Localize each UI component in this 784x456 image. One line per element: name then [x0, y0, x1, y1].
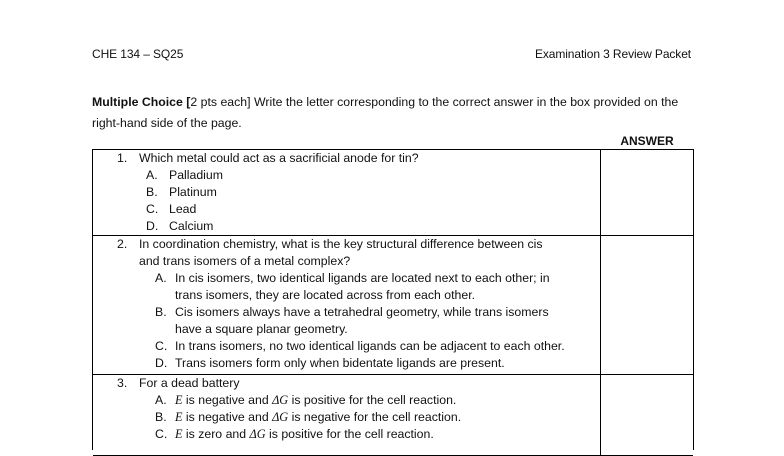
- option-text-end: is negative for the cell reaction.: [288, 410, 462, 424]
- option-b: [93, 304, 600, 321]
- option-text: Platinum: [169, 185, 217, 199]
- option-letter: C.: [155, 427, 168, 441]
- option-b: [93, 409, 600, 426]
- gibbs-energy-symbol: ΔG: [272, 410, 289, 424]
- answer-box-1[interactable]: [602, 150, 692, 235]
- gibbs-energy-symbol: ΔG: [249, 427, 266, 441]
- question-1-text: [93, 150, 600, 167]
- option-letter: A.: [155, 393, 167, 407]
- option-letter: D.: [146, 219, 159, 233]
- question-stem: Which metal could act as a sacrificial anode for tin?: [139, 151, 419, 165]
- question-cell-3: [93, 375, 601, 455]
- option-text: In trans isomers, no two identical ligands can be adjacent to each other.: [175, 339, 565, 353]
- instructions: [92, 92, 702, 134]
- question-cell-1: [93, 150, 601, 235]
- course-code: CHE 134 – SQ25: [92, 47, 184, 61]
- answer-box-2[interactable]: [602, 236, 692, 374]
- option-text: Lead: [169, 202, 197, 216]
- option-d: [93, 355, 600, 372]
- option-text-end: is positive for the cell reaction.: [288, 393, 457, 407]
- option-text: [93, 426, 600, 443]
- option-letter: B.: [155, 410, 167, 424]
- question-table: [92, 149, 694, 450]
- question-cell-2: [93, 236, 601, 374]
- question-stem-line-2: and trans isomers of a metal complex?: [139, 254, 351, 268]
- question-3-text: [93, 375, 600, 392]
- document-title: Examination 3 Review Packet: [534, 47, 691, 61]
- option-letter: A.: [155, 271, 167, 285]
- question-number: 2.: [117, 237, 128, 251]
- option-text: [93, 409, 600, 426]
- option-letter: B.: [155, 305, 167, 319]
- instructions-lead: Multiple Choice [: [92, 95, 191, 109]
- question-row-1: [93, 150, 693, 236]
- option-letter: A.: [146, 168, 158, 182]
- option-c: [93, 426, 600, 443]
- option-text: [93, 392, 600, 409]
- option-c: [93, 201, 600, 218]
- cell-potential-symbol: E: [175, 427, 183, 441]
- instructions-text: Write the letter corresponding to the correct answer in the box provided on the right-hand side of the page.: [92, 95, 679, 130]
- gibbs-energy-symbol: ΔG: [272, 393, 289, 407]
- question-2-text: [93, 236, 600, 253]
- option-text-mid: is negative and: [182, 393, 273, 407]
- question-stem: For a dead battery: [139, 376, 240, 390]
- question-number: 1.: [117, 151, 128, 165]
- question-stem-line-1: In coordination chemistry, what is the key structural difference between cis: [139, 237, 543, 251]
- option-text: Palladium: [169, 168, 223, 182]
- instructions-points: 2 pts each]: [190, 95, 251, 109]
- option-letter: D.: [155, 356, 168, 370]
- answer-box-3[interactable]: [602, 375, 692, 455]
- option-letter: C.: [155, 339, 168, 353]
- option-a: [93, 270, 600, 287]
- answer-column-header: ANSWER: [620, 134, 674, 148]
- question-row-3: [93, 375, 693, 456]
- option-c: [93, 338, 600, 355]
- option-text-line-1: Cis isomers always have a tetrahedral geometry, while trans isomers: [175, 305, 549, 319]
- cell-potential-symbol: E: [175, 410, 183, 424]
- question-row-2: [93, 236, 693, 375]
- option-text-mid: is zero and: [182, 427, 250, 441]
- option-text-end: is positive for the cell reaction.: [265, 427, 434, 441]
- option-b: [93, 184, 600, 201]
- cell-potential-symbol: E: [175, 393, 183, 407]
- option-letter: C.: [146, 202, 159, 216]
- option-a: [93, 392, 600, 409]
- option-b-cont: have a square planar geometry.: [175, 322, 348, 336]
- option-text-line-1: In cis isomers, two identical ligands are located next to each other; in: [175, 271, 550, 285]
- option-d: [93, 218, 600, 235]
- option-text: Trans isomers form only when bidentate ligands are present.: [175, 356, 505, 370]
- question-number: 3.: [117, 376, 128, 390]
- option-text-mid: is negative and: [182, 410, 273, 424]
- question-2-text-cont: [93, 253, 600, 270]
- option-letter: B.: [146, 185, 158, 199]
- option-text: Calcium: [169, 219, 214, 233]
- option-a: [93, 167, 600, 184]
- option-a-cont: trans isomers, they are located across from each other.: [175, 288, 476, 302]
